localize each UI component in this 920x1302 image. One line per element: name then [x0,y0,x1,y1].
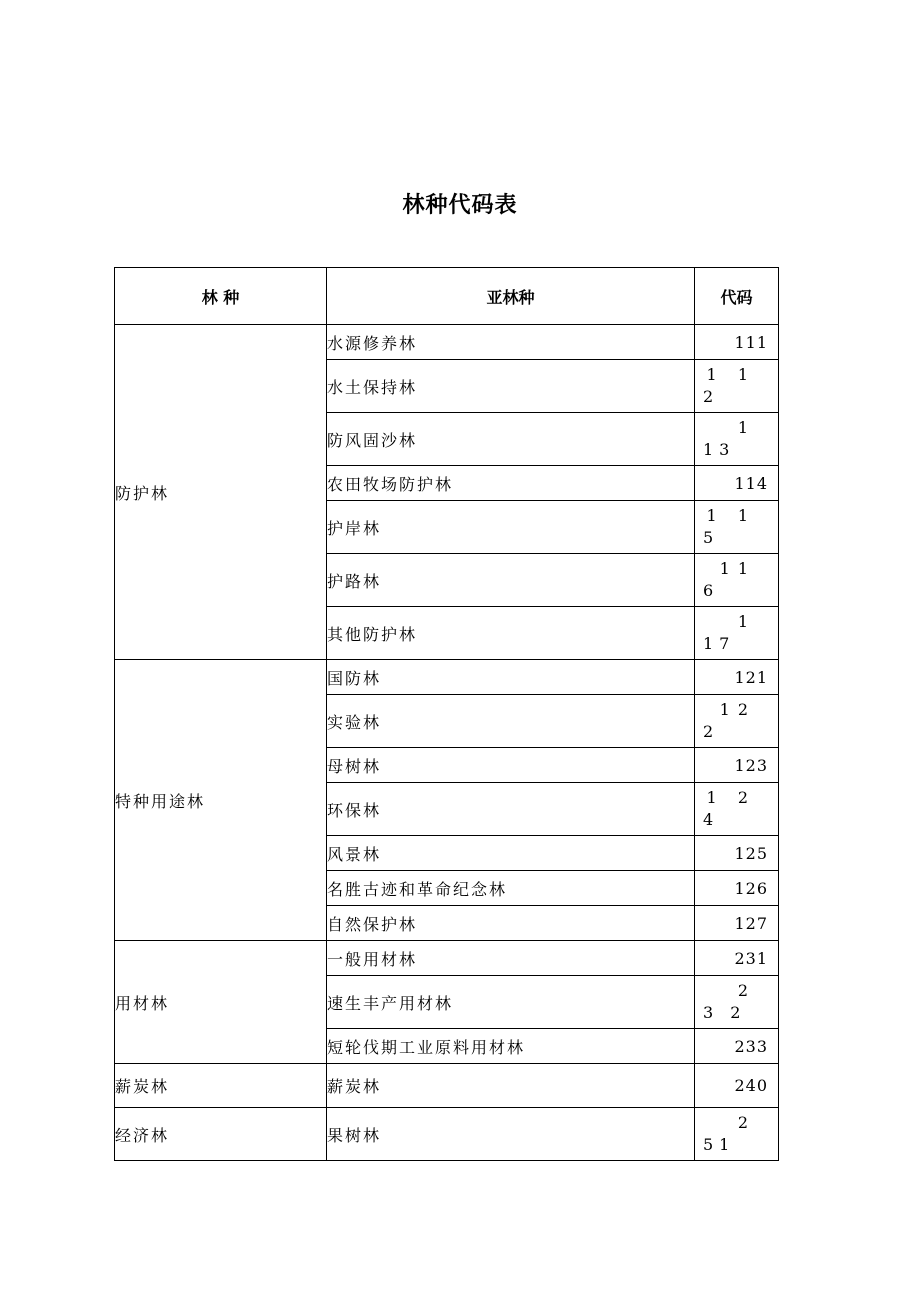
forest-code-table [114,267,779,1161]
code-cell: 114 [695,466,779,501]
code-cell [695,360,779,413]
subcategory-cell: 护岸林 [327,501,695,554]
code-cell [695,695,779,748]
code-line-2: 4 [703,810,720,829]
code-line-2: 51 [703,1135,736,1154]
code-line-2: 3 2 [703,1003,747,1022]
category-cell: 用材林 [115,941,327,1064]
code-cell [695,413,779,466]
table-row [115,1108,779,1161]
subcategory-cell: 名胜古迹和革命纪念林 [327,871,695,906]
code-cell: 233 [695,1029,779,1064]
subcategory-cell: 速生丰产用材林 [327,976,695,1029]
code-cell [695,1108,779,1161]
code-cell: 125 [695,836,779,871]
code-cell: 126 [695,871,779,906]
subcategory-cell: 风景林 [327,836,695,871]
code-cell: 231 [695,941,779,976]
code-cell [695,783,779,836]
category-cell: 经济林 [115,1108,327,1161]
header-category: 林 种 [115,268,327,325]
subcategory-cell: 短轮伐期工业原料用材林 [327,1029,695,1064]
code-cell: 240 [695,1064,779,1108]
subcategory-cell: 薪炭林 [327,1064,695,1108]
subcategory-cell: 环保林 [327,783,695,836]
code-cell: 127 [695,906,779,941]
code-cell [695,607,779,660]
subcategory-cell: 农田牧场防护林 [327,466,695,501]
code-line-2: 2 [703,722,720,741]
subcategory-cell: 果树林 [327,1108,695,1161]
page-title: 林种代码表 [402,193,518,218]
code-line-1: 1 [737,612,756,631]
subcategory-cell: 水源修养林 [327,325,695,360]
code-cell: 121 [695,660,779,695]
subcategory-cell: 一般用材林 [327,941,695,976]
code-cell: 111 [695,325,779,360]
category-cell: 防护林 [115,325,327,660]
code-cell [695,554,779,607]
category-cell: 薪炭林 [115,1064,327,1108]
code-line-1: 2 [737,981,756,1000]
table-row [115,325,779,360]
code-line-1: 2 [737,1113,756,1132]
subcategory-cell: 护路林 [327,554,695,607]
subcategory-cell: 水土保持林 [327,360,695,413]
code-line-2: 2 [703,387,720,406]
code-line-1: 1 1 [706,506,756,525]
header-subcategory: 亚林种 [327,268,695,325]
code-cell [695,501,779,554]
code-line-2: 6 [703,581,720,600]
code-line-2: 13 [703,440,736,459]
header-code: 代码 [695,268,779,325]
subcategory-cell: 实验林 [327,695,695,748]
code-line-2: 5 [703,528,720,547]
subcategory-cell: 母树林 [327,748,695,783]
table-row [115,1064,779,1108]
code-line-1: 1 [737,418,756,437]
code-line-1: 11 [719,559,756,578]
code-cell [695,976,779,1029]
code-line-1: 1 1 [706,365,756,384]
code-line-1: 1 2 [706,788,756,807]
code-line-2: 17 [703,634,736,653]
table-row [115,660,779,695]
subcategory-cell: 其他防护林 [327,607,695,660]
subcategory-cell: 防风固沙林 [327,413,695,466]
subcategory-cell: 国防林 [327,660,695,695]
code-cell: 123 [695,748,779,783]
category-cell: 特种用途林 [115,660,327,941]
table-row [115,941,779,976]
code-line-1: 12 [719,700,756,719]
subcategory-cell: 自然保护林 [327,906,695,941]
